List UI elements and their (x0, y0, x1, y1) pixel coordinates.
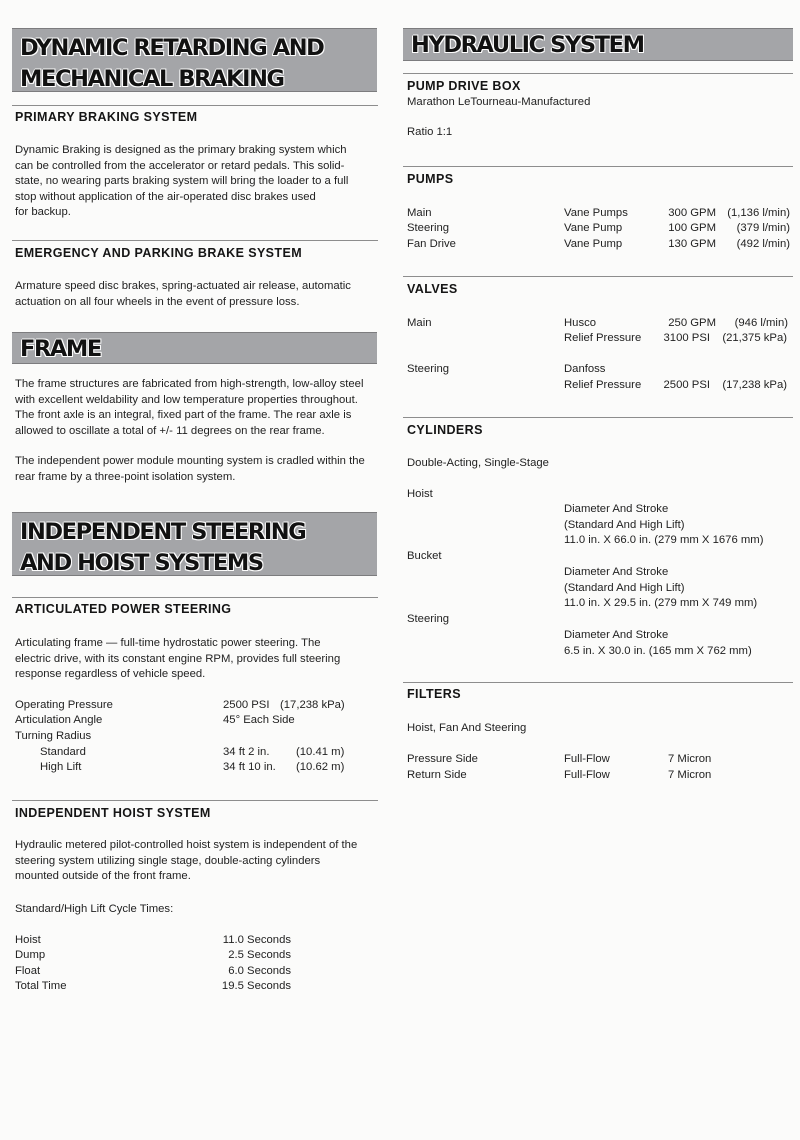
pump-label: Fan Drive (407, 238, 456, 250)
operating-pressure-metric: (17,238 kPa) (280, 699, 345, 711)
high-lift-radius-value: 34 ft 10 in. (223, 761, 276, 773)
cycle-value: 19.5 Seconds (221, 980, 291, 992)
valve-main-relief-metric: (21,375 kPa) (722, 332, 787, 344)
valve-main-flow-metric: (946 l/min) (734, 317, 788, 329)
articulation-angle-value: 45° Each Side (223, 714, 295, 726)
filter-type: Full-Flow (564, 769, 610, 781)
pump-flow-metric: (1,136 l/min) (727, 207, 790, 219)
emergency-brake-text: Armature speed disc brakes, spring-actuated air release, automatic actuation on all four wheels in the event of pressure loss. (15, 280, 351, 308)
frame-text-1: The frame structures are fabricated from high-strength, low-alloy steel with excellent weldability and low temperature properties throughout. The front axle is an integral, fixed part of the frame. The rear axle is allowed to oscillate a total of +/- 11 degrees on the rear frame. (15, 378, 364, 437)
hoist-system-text: Hydraulic metered pilot-controlled hoist system is independent of the steering system utilizing single stage, double-acting cylinders mounted outside of the front frame. (15, 839, 358, 883)
frame-text-2: The independent power module mounting system is cradled within the rear frame by a three-point isolation system. (15, 455, 365, 483)
divider (403, 417, 793, 418)
valve-main-relief-label: Relief Pressure (564, 332, 642, 344)
cylinders-type: Double-Acting, Single-Stage (407, 457, 549, 469)
valve-steering-relief-label: Relief Pressure (564, 379, 642, 391)
valves-heading: VALVES (407, 282, 458, 296)
cylinders-heading: CYLINDERS (407, 423, 483, 437)
hydraulic-banner (403, 28, 793, 61)
pump-drive-ratio: Ratio 1:1 (407, 126, 453, 138)
articulated-steering-heading: ARTICULATED POWER STEERING (15, 602, 232, 616)
cylinder-bucket-label: Bucket (407, 550, 442, 562)
turning-radius-label: Turning Radius (15, 730, 92, 742)
pump-flow-metric: (379 l/min) (736, 222, 790, 234)
hydraulic-title: HYDRAULIC SYSTEM (411, 32, 644, 58)
divider (12, 105, 378, 106)
valve-main-make: Husco (564, 317, 597, 329)
standard-radius-value: 34 ft 2 in. (223, 746, 270, 758)
valve-steering-relief-value: 2500 PSI (663, 379, 710, 391)
dynamic-braking-title: DYNAMIC RETARDING AND MECHANICAL BRAKING (20, 35, 324, 92)
pumps-heading: PUMPS (407, 172, 454, 186)
pump-flow: 130 GPM (668, 238, 716, 250)
pump-flow-metric: (492 l/min) (736, 238, 790, 250)
cycle-label: Hoist (15, 934, 41, 946)
filter-rating: 7 Micron (668, 769, 712, 781)
divider (403, 166, 793, 167)
divider (12, 597, 378, 598)
dynamic-braking-banner (12, 28, 377, 92)
cylinder-steering-label: Steering (407, 613, 450, 625)
cycle-label: Total Time (15, 980, 67, 992)
frame-banner (12, 332, 377, 364)
standard-radius-metric: (10.41 m) (296, 746, 345, 758)
high-lift-radius-label: High Lift (40, 761, 82, 773)
articulated-steering-text: Articulating frame — full-time hydrostatic power steering. The electric drive, with its constant engine RPM, provides full steering response regardless of vehicle speed. (15, 637, 341, 681)
valve-main-relief-value: 3100 PSI (663, 332, 710, 344)
filter-label: Return Side (407, 769, 467, 781)
cycle-value: 2.5 Seconds (228, 949, 291, 961)
cycle-label: Dump (15, 949, 46, 961)
valve-main-flow: 250 GPM (668, 317, 716, 329)
divider (12, 240, 378, 241)
frame-title: FRAME (20, 336, 101, 362)
pump-label: Steering (407, 222, 450, 234)
filter-label: Pressure Side (407, 753, 478, 765)
filters-heading: FILTERS (407, 687, 461, 701)
cycle-value: 6.0 Seconds (228, 965, 291, 977)
divider (403, 682, 793, 683)
pump-type: Vane Pumps (564, 207, 628, 219)
cylinder-hoist-desc: Diameter And Stroke (Standard And High Lift) 11.0 in. X 66.0 in. (279 mm X 1676 mm) (564, 503, 764, 547)
operating-pressure-label: Operating Pressure (15, 699, 113, 711)
valve-steering-make: Danfoss (564, 363, 606, 375)
valve-main-label: Main (407, 317, 432, 329)
valve-steering-label: Steering (407, 363, 450, 375)
emergency-brake-heading: EMERGENCY AND PARKING BRAKE SYSTEM (15, 246, 303, 260)
filter-rating: 7 Micron (668, 753, 712, 765)
cycle-value: 11.0 Seconds (222, 934, 291, 946)
cylinder-steering-desc: Diameter And Stroke 6.5 in. X 30.0 in. (165 mm X 762 mm) (564, 629, 752, 657)
articulation-angle-label: Articulation Angle (15, 714, 103, 726)
filters-subtitle: Hoist, Fan And Steering (407, 722, 527, 734)
pump-flow: 100 GPM (668, 222, 716, 234)
pump-drive-heading: PUMP DRIVE BOX (407, 79, 521, 93)
filter-type: Full-Flow (564, 753, 610, 765)
divider (12, 800, 378, 801)
pump-flow: 300 GPM (668, 207, 716, 219)
valve-steering-relief-metric: (17,238 kPa) (722, 379, 787, 391)
operating-pressure-value: 2500 PSI (223, 699, 270, 711)
pump-drive-maker: Marathon LeTourneau-Manufactured (407, 96, 591, 108)
primary-braking-heading: PRIMARY BRAKING SYSTEM (15, 110, 198, 124)
pump-label: Main (407, 207, 432, 219)
hoist-system-heading: INDEPENDENT HOIST SYSTEM (15, 806, 211, 820)
cylinder-bucket-desc: Diameter And Stroke (Standard And High Lift) 11.0 in. X 29.5 in. (279 mm X 749 mm) (564, 566, 758, 610)
pump-type: Vane Pump (564, 238, 623, 250)
pump-type: Vane Pump (564, 222, 623, 234)
divider (403, 276, 793, 277)
primary-braking-text: Dynamic Braking is designed as the primary braking system which can be controlled from the accelerator or retard pedals. This solid- state, no wearing parts braking system will bring the loader to a full stop without application of the air-operated disc brakes used for backup. (15, 144, 349, 219)
cycle-label: Float (15, 965, 41, 977)
divider (403, 73, 793, 74)
steering-hoist-banner (12, 512, 377, 576)
standard-radius-label: Standard (40, 746, 86, 758)
cycle-times-title: Standard/High Lift Cycle Times: (15, 903, 174, 915)
cylinder-hoist-label: Hoist (407, 488, 433, 500)
high-lift-radius-metric: (10.62 m) (296, 761, 345, 773)
steering-hoist-title: INDEPENDENT STEERING AND HOIST SYSTEMS (20, 519, 306, 576)
